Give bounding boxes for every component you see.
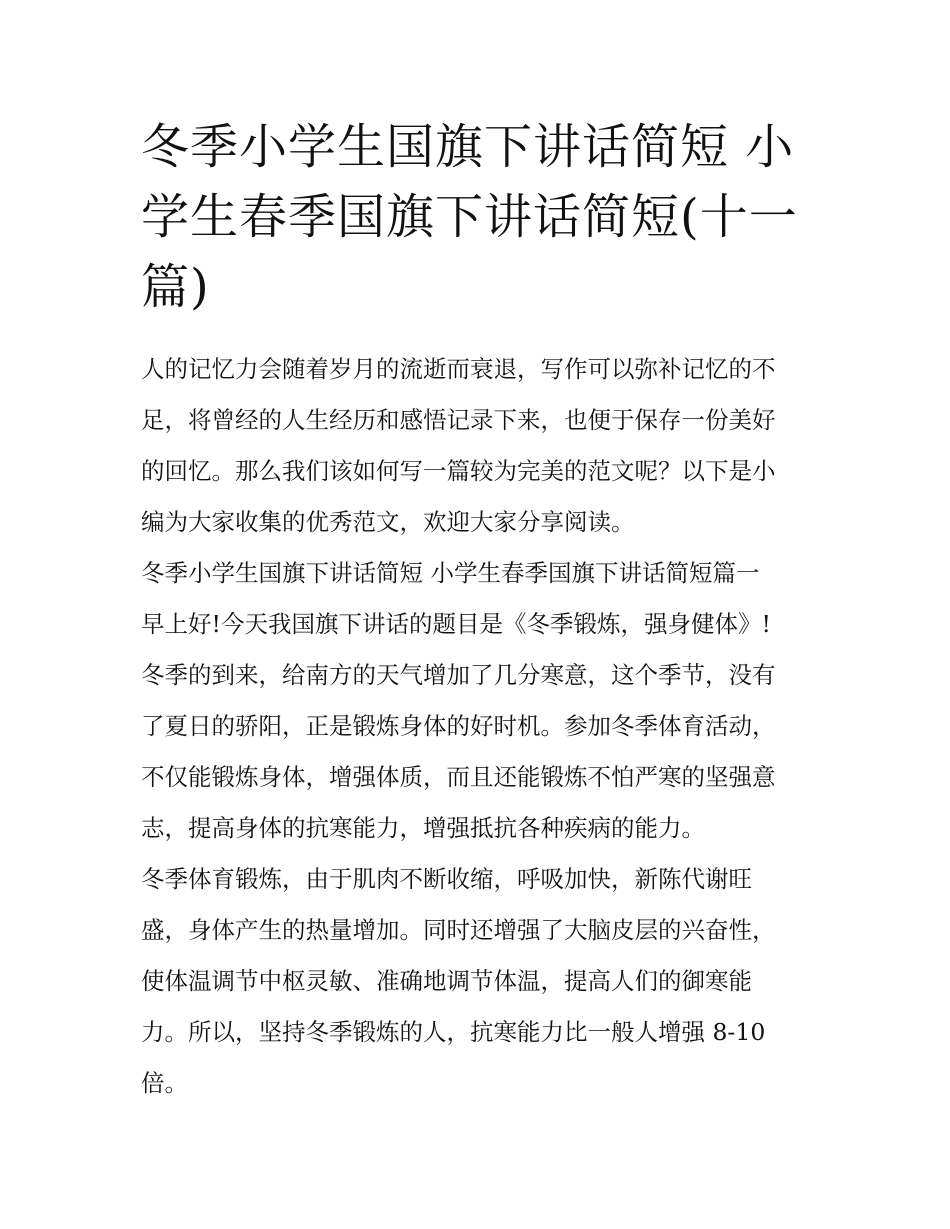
paragraph-line: 了夏日的骄阳，正是锻炼身体的好时机。参加冬季体育活动，: [141, 712, 776, 740]
paragraph-line: 冬季体育锻炼，由于肌肉不断收缩，呼吸加快，新陈代谢旺: [141, 865, 752, 893]
paragraph-line: 盛，身体产生的热量增加。同时还增强了大脑皮层的兴奋性，: [141, 916, 776, 944]
paragraph-line: 倍。: [141, 1069, 188, 1097]
title-line: 篇): [141, 259, 210, 315]
paragraph-line: 力。所以，坚持冬季锻炼的人，抗寒能力比一般人增强 8-10: [141, 1018, 766, 1046]
paragraph-line: 使体温调节中枢灵敏、准确地调节体温，提高人们的御寒能: [141, 967, 752, 995]
paragraph-line: 早上好!今天我国旗下讲话的题目是《冬季锻炼，强身健体》!: [141, 610, 771, 638]
intro-line: 足，将曾经的人生经历和感悟记录下来，也便于保存一份美好: [141, 406, 776, 434]
title-line: 冬季小学生国旗下讲话简短 小: [141, 119, 795, 175]
intro-line: 人的记忆力会随着岁月的流逝而衰退，写作可以弥补记忆的不: [141, 355, 776, 383]
title-line: 学生春季国旗下讲话简短(十一: [141, 189, 798, 245]
intro-line: 的回忆。那么我们该如何写一篇较为完美的范文呢？以下是小: [141, 457, 776, 485]
paragraph-line: 志，提高身体的抗寒能力，增强抵抗各种疾病的能力。: [141, 814, 705, 842]
paragraph-line: 不仅能锻炼身体，增强体质，而且还能锻炼不怕严寒的坚强意: [141, 763, 776, 791]
document-title: [141, 112, 813, 322]
section-heading-line: 冬季小学生国旗下讲话简短 小学生春季国旗下讲话简短篇一: [141, 559, 760, 587]
document-body: [141, 344, 813, 1109]
document-page: [141, 112, 813, 1109]
intro-line: 编为大家收集的优秀范文，欢迎大家分享阅读。: [141, 508, 635, 536]
paragraph-line: 冬季的到来，给南方的天气增加了几分寒意，这个季节，没有: [141, 661, 776, 689]
